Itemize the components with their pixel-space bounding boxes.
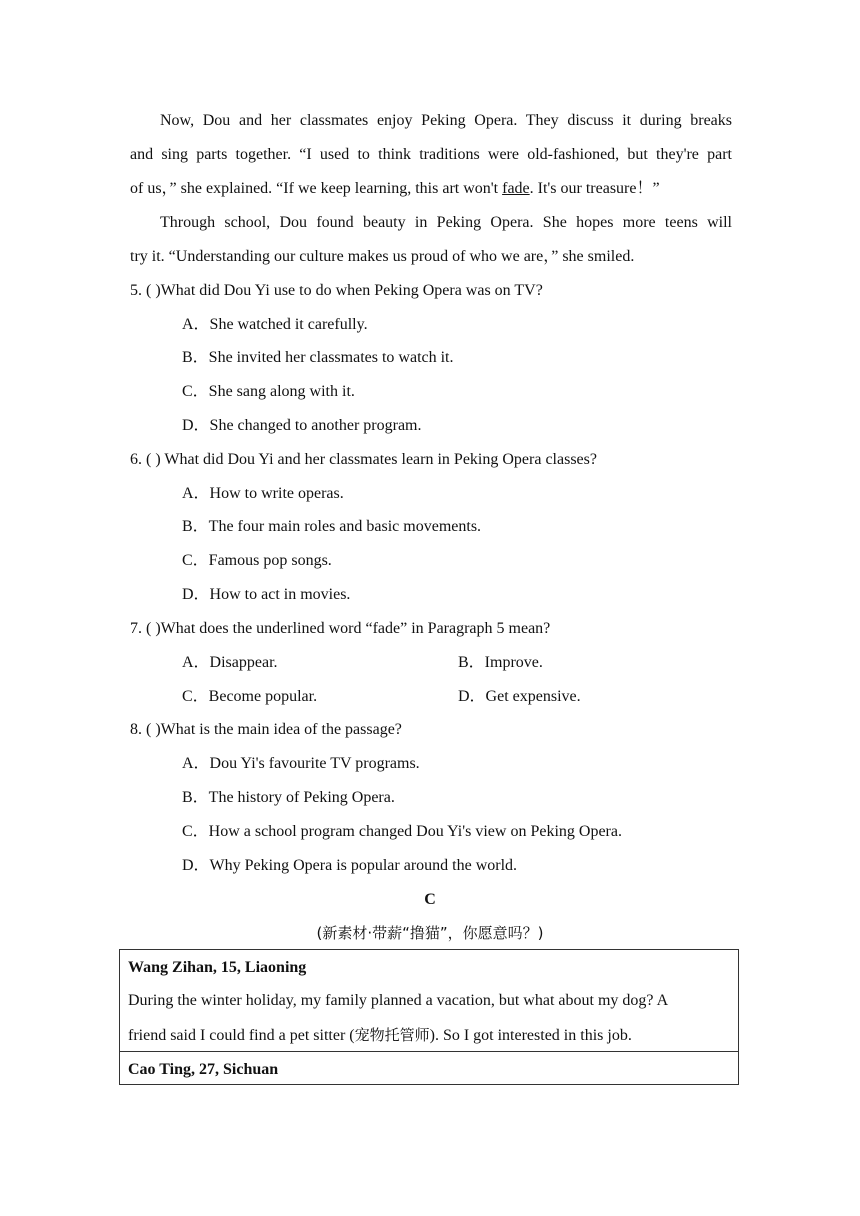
section-letter: C	[424, 891, 436, 908]
paragraph-line: Through school, Dou found beauty in Peking Opera. She hopes more teens will	[160, 214, 732, 231]
row1-text-part: friend said I could find a pet sitter (	[128, 1027, 355, 1044]
profile-table	[119, 949, 739, 1085]
row1-name: Wang Zihan, 15, Liaoning	[128, 959, 307, 976]
option-c: C．Famous pop songs.	[182, 552, 332, 569]
row1-text-part: ). So I got interested in this job.	[429, 1027, 632, 1044]
underlined-word: fade	[502, 180, 530, 197]
question-stem: 7. ( )What does the underlined word “fade” in Paragraph 5 mean?	[130, 620, 551, 637]
option-d: D．She changed to another program.	[182, 417, 422, 434]
option-c: C．Become popular.	[182, 688, 318, 705]
question-stem: 6. ( ) What did Dou Yi and her classmates learn in Peking Opera classes?	[130, 451, 597, 468]
paragraph-line: and sing parts together. “I used to think traditions were old-fashioned, but they're part	[130, 146, 732, 163]
table-divider	[120, 1051, 738, 1052]
option-a: A．She watched it carefully.	[182, 316, 368, 333]
section-subtitle: (新素材·带薪“撸猫”，你愿意吗？)	[316, 924, 544, 942]
paragraph-line: Now, Dou and her classmates enjoy Peking Opera. They discuss it during breaks	[160, 112, 732, 129]
option-a: A．How to write operas.	[182, 485, 344, 502]
option-a: A．Dou Yi's favourite TV programs.	[182, 755, 420, 772]
row1-text: During the winter holiday, my family planned a vacation, but what about my dog? A	[128, 992, 669, 1009]
question-stem: 5. ( )What did Dou Yi use to do when Peking Opera was on TV?	[130, 282, 543, 299]
option-b: B．The four main roles and basic movements.	[182, 518, 482, 535]
row1-text	[128, 1025, 632, 1046]
option-d: D．Get expensive.	[458, 688, 581, 705]
option-b: B．Improve.	[458, 654, 543, 671]
paragraph-line: try it. “Understanding our culture makes us proud of who we are，” she smiled.	[130, 248, 635, 265]
paragraph-text: of us，” she explained. “If we keep learning, this art won't	[130, 180, 503, 197]
option-c: C．How a school program changed Dou Yi's view on Peking Opera.	[182, 823, 622, 840]
option-d: D．How to act in movies.	[182, 586, 351, 603]
option-d: D．Why Peking Opera is popular around the world.	[182, 857, 518, 874]
row1-cjk-term: 宠物托管师	[354, 1026, 430, 1044]
option-c: C．She sang along with it.	[182, 383, 355, 400]
row2-name: Cao Ting, 27, Sichuan	[128, 1061, 279, 1078]
question-stem: 8. ( )What is the main idea of the passage?	[130, 721, 402, 738]
option-b: B．The history of Peking Opera.	[182, 789, 395, 806]
option-a: A．Disappear.	[182, 654, 278, 671]
paragraph-line	[130, 179, 660, 199]
paragraph-text: . It's our treasure！”	[529, 180, 660, 197]
option-b: B．She invited her classmates to watch it.	[182, 349, 454, 366]
